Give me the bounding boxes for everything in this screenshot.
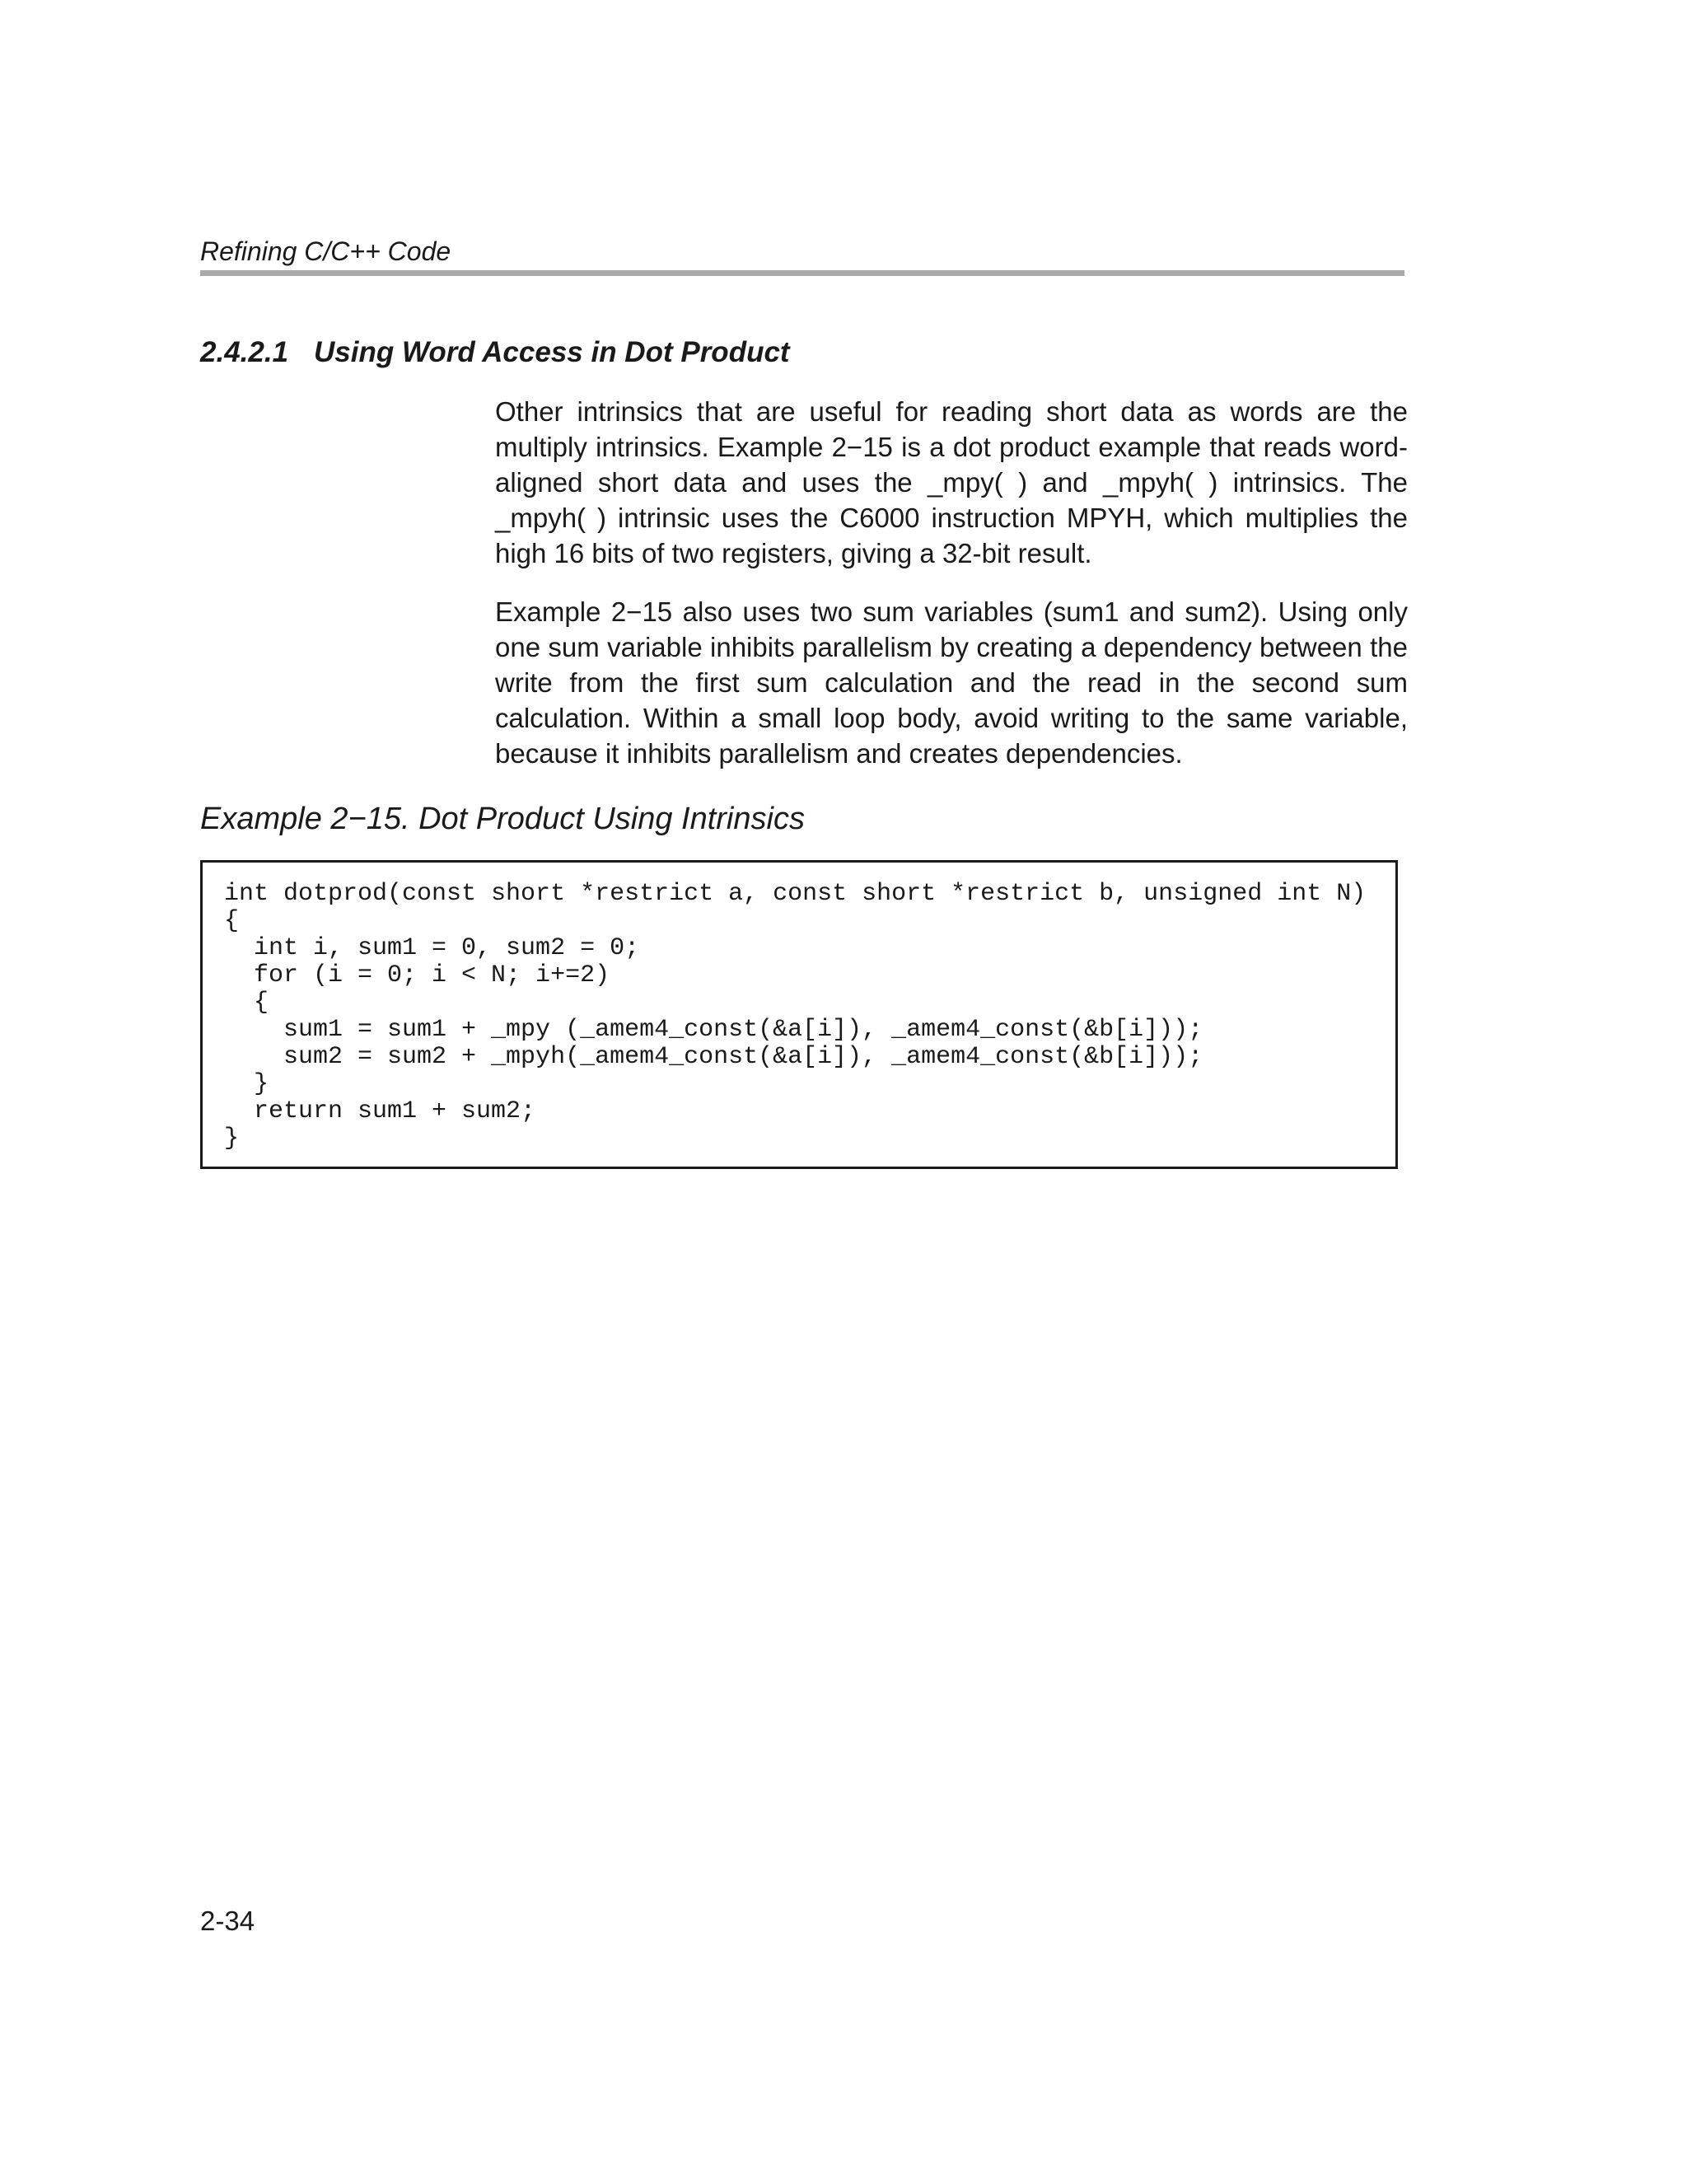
running-head: Refining C/C++ Code bbox=[200, 236, 451, 266]
code-line: } bbox=[224, 1125, 240, 1153]
page-number: 2-34 bbox=[200, 1906, 255, 1936]
section-title: Using Word Access in Dot Product bbox=[314, 336, 790, 368]
body-paragraph-1: Other intrinsics that are useful for reading short data as words are the multiply intrinsics. Example 2−15 is a dot product example that reads word-aligned short data and uses the _mpy( ) and _mpyh( ) intrinsics. The _mpyh( ) intrinsic uses the C6000 instruction MPYH, which multiplies the high 16 bits of two registers, giving a 32-bit result. bbox=[495, 396, 1408, 568]
section-number: 2.4.2.1 bbox=[200, 336, 289, 368]
code-line: sum2 = sum2 + _mpyh(_amem4_const(&a[i]), _amem4_const(&b[i])); bbox=[224, 1043, 1203, 1071]
header-rule bbox=[200, 270, 1404, 276]
code-line: { bbox=[224, 907, 240, 935]
code-line: int i, sum1 = 0, sum2 = 0; bbox=[224, 934, 640, 962]
body-paragraph-2: Example 2−15 also uses two sum variables (sum1 and sum2). Using only one sum variable inhibits parallelism by creating a dependency between the write from the first sum calculation and the read in the second sum calculation. Within a small loop body, avoid writing to the same variable, because it inhibits parallelism and creates dependencies. bbox=[495, 596, 1408, 769]
code-line: return sum1 + sum2; bbox=[224, 1097, 536, 1125]
section-heading bbox=[200, 336, 790, 369]
code-line: int dotprod(const short *restrict a, const short *restrict b, unsigned int N) bbox=[224, 880, 1367, 908]
code-line: } bbox=[224, 1070, 269, 1098]
code-line: sum1 = sum1 + _mpy (_amem4_const(&a[i]), _amem4_const(&b[i])); bbox=[224, 1016, 1203, 1044]
example-caption: Example 2−15. Dot Product Using Intrinsics bbox=[200, 802, 805, 836]
code-line: for (i = 0; i < N; i+=2) bbox=[224, 961, 610, 989]
code-listing bbox=[200, 860, 1398, 1169]
code-line: { bbox=[224, 989, 269, 1017]
